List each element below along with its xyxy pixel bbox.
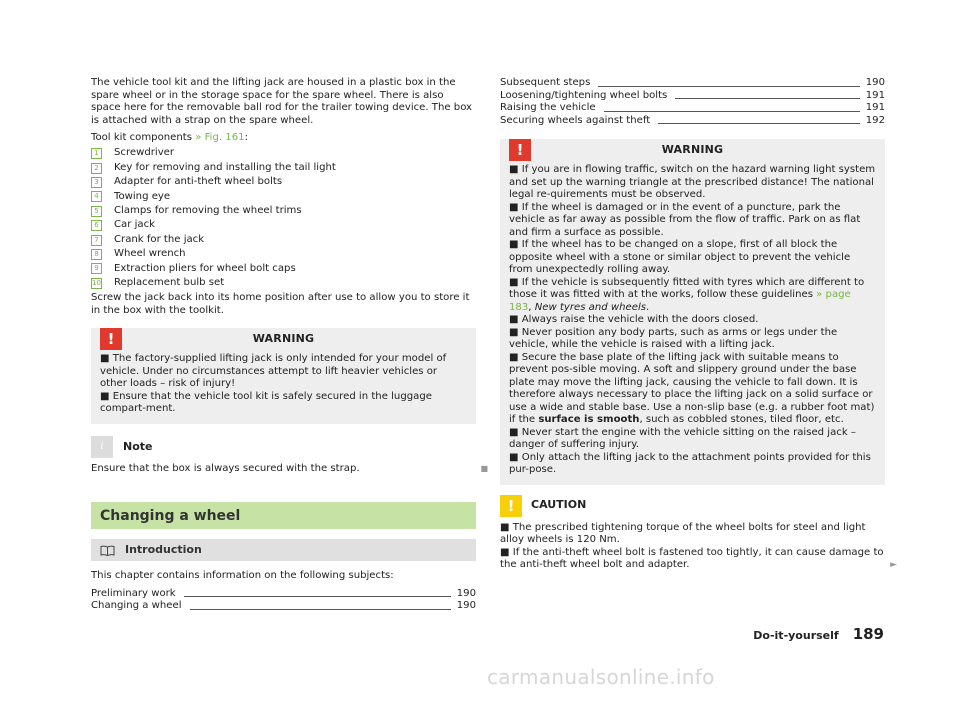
list-item [91, 204, 476, 218]
subsection-heading [91, 539, 476, 561]
warning-exclamation-icon: ! [100, 328, 122, 350]
list-item [91, 147, 476, 161]
warning-bullet: ■ Always raise the vehicle with the doors closed. [509, 314, 759, 325]
right-column [500, 77, 897, 572]
watermark: carmanualsonline.info [487, 665, 715, 689]
item-number-box: 4 [91, 191, 102, 202]
caution-exclamation-icon: ! [500, 495, 522, 517]
list-item [91, 190, 476, 204]
item-label: Crank for the jack [114, 233, 205, 245]
caution-bullet: ■ If the anti-theft wheel bolt is fastened too tightly, it can cause damage to the anti-theft wheel bolt and adapter. [500, 546, 884, 570]
section-heading: Changing a wheel [91, 502, 476, 529]
bullet-text: ■ Secure the base plate of the lifting jack with suitable means to prevent pos-sible moving. A soft and slippery ground under the base plate may move the lifting jack, causing the vehicle to fall down. It is therefore always necessary to place the lifting jack on a solid surface or use a wide and stable base. Use a non-slip base (e.g. a rubber foot mat) if the [509, 351, 875, 425]
components-label: Tool kit components [91, 132, 196, 143]
bullet-emphasis: New tyres and wheels [534, 301, 647, 313]
note-text: Ensure that the box is always secured with the strap. [91, 462, 360, 474]
info-icon: i [91, 436, 113, 458]
toc-intro: This chapter contains information on the following subjects: [91, 570, 394, 582]
subsection-title: Introduction [125, 543, 202, 557]
item-number-box: 3 [91, 177, 102, 188]
toc-entry[interactable] [91, 600, 476, 613]
item-number-box: 9 [91, 263, 102, 274]
bullet-bold: surface is smooth [538, 414, 640, 425]
toc-leader [675, 98, 860, 99]
item-number-box: 10 [92, 278, 101, 287]
components-colon: : [244, 132, 248, 143]
toc-entry[interactable] [500, 90, 885, 103]
warning-bullet: ■ If the wheel is damaged or in the event of a puncture, park the vehicle as far away as possible from the flow of traffic. Park on as flat and firm a surface as possible. [509, 201, 861, 238]
list-item [91, 247, 476, 261]
warning-bullet: ■ The factory-supplied lifting jack is only intended for your model of vehicle. Under no circumstances attempt to lift heavier vehicles or other loads – risk of injury! [100, 353, 447, 390]
toc-entry[interactable] [500, 115, 885, 128]
item-number-box: 1 [91, 148, 102, 159]
warning-bullet: ■ Only attach the lifting jack to the attachment points provided for this pur-pose. [509, 451, 871, 475]
warning-bullet: ■ Never position any body parts, such as arms or legs under the vehicle, while the vehicle is raised with a lifting jack. [509, 326, 838, 350]
components-line [91, 132, 476, 145]
tool-kit-list [91, 147, 476, 291]
item-label: Clamps for removing the wheel trims [114, 205, 302, 216]
list-item [91, 276, 476, 290]
section-end-marker-icon: ■ [480, 463, 488, 473]
after-list-paragraph: Screw the jack back into its home position after use to allow you to store it in the box with the toolkit. [91, 292, 470, 316]
toc-entry[interactable] [91, 588, 476, 601]
toc-leader [598, 86, 860, 87]
bullet-text: . [646, 301, 650, 313]
toc-label: Loosening/tightening wheel bolts [500, 89, 668, 101]
list-item [91, 262, 476, 276]
warning-box-wheel-change [500, 139, 885, 485]
warning-bullet [509, 352, 876, 427]
intro-paragraph: The vehicle tool kit and the lifting jack are housed in a plastic box in the spare wheel or in the storage space for the spare wheel. There is also space here for the removable ball rod for the trailer towing device. The box is attached with a strap on the spare wheel. [91, 77, 473, 126]
warning-title: WARNING [661, 142, 724, 156]
page-number: 189 [852, 625, 884, 643]
list-item [91, 175, 476, 189]
toc-list [91, 588, 476, 613]
toc-leader [658, 123, 860, 124]
list-item [91, 233, 476, 247]
note-text-line [91, 462, 488, 476]
warning-title: WARNING [252, 332, 315, 346]
warning-box-jack [91, 328, 476, 424]
list-item [91, 161, 476, 175]
warning-header [100, 328, 467, 350]
toc-label: Preliminary work [91, 587, 176, 599]
page-reference-link[interactable]: » page 183 [509, 289, 851, 313]
toc-leader [184, 596, 451, 597]
toc-page: 192 [865, 114, 885, 126]
left-column [91, 77, 488, 613]
caution-header [500, 495, 885, 517]
toc-entry[interactable] [500, 102, 885, 115]
warning-header [509, 139, 876, 161]
warning-bullet: ■ If the wheel has to be changed on a slope, first of all block the opposite wheel with a stone or similar object to prevent the vehicle from unexpectedly rolling away. [509, 239, 851, 275]
toc-entry[interactable] [500, 77, 885, 90]
note-header [91, 436, 476, 458]
toc-leader [190, 609, 451, 610]
toc-label: Subsequent steps [500, 77, 591, 88]
toc-page: 190 [456, 587, 476, 599]
item-label: Key for removing and installing the tail light [114, 161, 336, 173]
item-label: Extraction pliers for wheel bolt caps [114, 262, 296, 274]
item-number-box: 2 [91, 163, 102, 174]
item-label: Wheel wrench [114, 248, 186, 260]
bullet-text: , [528, 301, 535, 313]
item-number-box: 8 [91, 249, 102, 260]
item-number-box: 6 [91, 220, 102, 231]
toc-leader [604, 111, 860, 112]
book-icon [100, 545, 115, 556]
toc-label: Securing wheels against theft [500, 114, 651, 126]
figure-reference-link[interactable]: » Fig. 161 [195, 132, 245, 143]
warning-bullet: ■ If you are in flowing traffic, switch on the hazard warning light system and set up the warning triangle at the prescribed distance! The national legal re-quirements must be observed. [509, 164, 876, 200]
item-label: Adapter for anti-theft wheel bolts [114, 176, 283, 188]
item-number-box: 7 [91, 235, 102, 246]
caution-bullet: ■ The prescribed tightening torque of the wheel bolts for steel and light alloy wheels is 120 Nm. [500, 521, 866, 545]
warning-bullet [509, 277, 876, 315]
footer-section-title: Do-it-yourself [753, 629, 839, 642]
continue-arrow-icon: ► [890, 560, 897, 570]
toc-page: 190 [865, 77, 885, 88]
note-title: Note [123, 439, 153, 453]
page-footer [753, 625, 884, 643]
toc-label: Raising the vehicle [500, 102, 596, 113]
warning-exclamation-icon: ! [509, 139, 531, 161]
item-number-box: 5 [91, 206, 102, 217]
item-label: Replacement bulb set [114, 276, 225, 288]
toc-page: 191 [865, 102, 885, 113]
item-label: Towing eye [114, 190, 171, 202]
caution-body [500, 521, 897, 572]
item-label: Car jack [114, 219, 155, 231]
toc-label: Changing a wheel [91, 600, 182, 612]
toc-page: 191 [865, 89, 885, 101]
warning-bullet: ■ Ensure that the vehicle tool kit is safely secured in the luggage compart-ment. [100, 390, 432, 415]
bullet-text: ■ If the vehicle is subsequently fitted with tyres which are different to those it was fitted with at the works, follow these guidelines [509, 276, 865, 300]
list-item [91, 218, 476, 232]
bullet-text: , such as cobbled stones, tiled floor, etc. [639, 414, 844, 425]
caution-title: CAUTION [531, 498, 587, 512]
toc-page: 190 [456, 600, 476, 612]
toc-list-continued [500, 77, 885, 127]
warning-bullet: ■ Never start the engine with the vehicle sitting on the raised jack – danger of suffering injury. [509, 426, 856, 450]
item-label: Screwdriver [114, 147, 175, 159]
